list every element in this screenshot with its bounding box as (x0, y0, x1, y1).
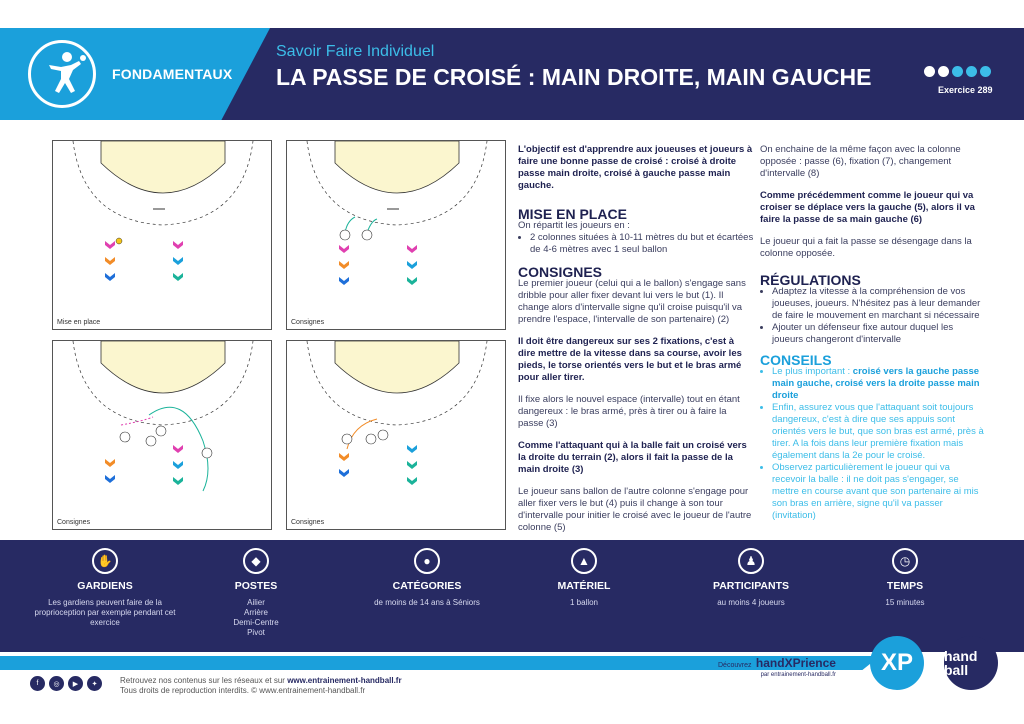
consigne-p4: Comme l'attaquant qui à la balle fait un croisé vers la droite du terrain (2), alors il fait la passe de la main droite (3) (518, 440, 747, 475)
text-column-2 (760, 144, 986, 522)
footer-title: TEMPS (886, 580, 924, 592)
consigne-p8: Le joueur qui a fait la passe se désengage dans la colonne opposée. (760, 236, 972, 259)
intro-text: L'objectif est d'apprendre aux joueuses et joueurs à faire une bonne passe de croisé : croisé à droite passe main droite, croisé à gauche passe main gauche. (518, 144, 753, 191)
mise-en-place-heading: MISE EN PLACE (518, 206, 627, 222)
footer-title: MATÉRIEL (557, 580, 611, 592)
participants-icon: ♟ (738, 548, 764, 574)
difficulty-dot-icon (952, 66, 963, 77)
footer-value: Les gardiens peuvent faire de la proprioception par exemple pendant cet exercice (34, 598, 176, 627)
consignes-heading: CONSIGNES (518, 264, 603, 280)
conseils-heading: CONSEILS (760, 352, 832, 368)
consigne-p5: Le joueur sans ballon de l'autre colonne s'engage pour aller fixer vers le but (4) puis il change à son tour d'intervalle pour initier le croisé avec le joueur de l'autre colonne (5) (518, 486, 752, 533)
footer-info-5 (830, 548, 980, 608)
difficulty-rating (924, 66, 991, 77)
page-subtitle: Savoir Faire Individuel (276, 43, 435, 60)
consigne-p7: Comme précédemment comme le joueur qui va croiser se déplace vers la gauche (5), alors il va faire la passe de sa main gauche (6) (760, 190, 975, 225)
handxprience-brand: Découvrez handXPrience par entrainement-handball.fr (718, 656, 836, 678)
timer-icon: ◷ (892, 548, 918, 574)
footer-text: Retrouvez nos contenus sur les réseaux et sur www.entrainement-handball.fr Tous droits de reproduction interdits. © www.entrainement-handball.fr (120, 676, 402, 695)
categories-icon: ● (414, 548, 440, 574)
footer-title: GARDIENS (77, 580, 133, 592)
footer-info-0 (30, 548, 180, 628)
handball-logo: hand ball (944, 636, 998, 690)
difficulty-dot-icon (980, 66, 991, 77)
player-logo-icon (28, 40, 96, 108)
equipment-icon: ▲ (571, 548, 597, 574)
column-left-icon (105, 238, 122, 281)
footer-info-2 (352, 548, 502, 608)
footer-info-3 (509, 548, 659, 608)
consigne-p2: Il doit être dangereux sur ses 2 fixations, c'est à dire mettre de la vitesse dans sa course, avoir les pieds, le torse orientés vers le but et le bras armé pour aller tirer. (518, 336, 742, 383)
instagram-icon[interactable]: ◎ (49, 676, 64, 691)
diagram-label: Consignes (291, 319, 325, 326)
page-title: LA PASSE DE CROISÉ : MAIN DROITE, MAIN GAUCHE (276, 64, 872, 90)
consigne-p3: Il fixe alors le nouvel espace (intervalle) tout en étant dangereux : le bras armé, près à tirer ou à faire la passe (3) (518, 394, 740, 429)
twitter-icon[interactable]: ✦ (87, 676, 102, 691)
list-item: • Adaptez la vitesse à la compréhension de vos joueuses, joueurs. N'hésitez pas à leur demander de faire le mouvement en marchant si nécessaire (772, 286, 986, 322)
difficulty-dot-icon (924, 66, 935, 77)
goalkeeper-icon: ✋ (92, 548, 118, 574)
list-item: • Le plus important : croisé vers la gauche passe main gauche, croisé vers la droite passe main droite (772, 366, 986, 402)
footer-title: POSTES (234, 580, 278, 592)
social-links (30, 676, 102, 691)
list-item: • Observez particulièrement le joueur qui va recevoir la balle : il ne doit pas s'engager, se mettre en course avant que son partenaire ai mis son bras en arrière, signe qu'il va passer (invitation) (772, 462, 986, 522)
diagram-consignes-2 (52, 340, 272, 530)
list-item: • 2 colonnes situées à 10-11 mètres du but et écartées de 4-6 mètres avec 1 seul ballon (530, 232, 754, 256)
footer-value: 1 ballon (569, 598, 599, 607)
footer-value: de moins de 14 ans à Séniors (374, 598, 480, 607)
youtube-icon[interactable]: ▶ (68, 676, 83, 691)
footer-title: PARTICIPANTS (712, 580, 790, 592)
text-column-1 (518, 144, 754, 534)
diagram-label: Consignes (57, 519, 91, 526)
difficulty-dot-icon (966, 66, 977, 77)
positions-icon: ◆ (243, 548, 269, 574)
xp-logo: XP (870, 636, 924, 690)
diagram-consignes-1 (286, 140, 506, 330)
mise-en-place-text: On répartit les joueurs en : (518, 220, 630, 231)
list-item: • Ajouter un défenseur fixe autour duquel les joueurs changeront d'intervalle (772, 322, 986, 346)
footer-title: CATÉGORIES (392, 580, 462, 592)
footer-value: 15 minutes (885, 598, 925, 607)
column-right-icon (173, 241, 183, 281)
list-item: • Enfin, assurez vous que l'attaquant soit toujours dangereux, c'est à dire que ses appuis sont orientés vers le but, que son bras est armé, près à tirer. A la fois dans leur première fixation mais également dans la 2e pour le croisé. (772, 402, 986, 462)
footer-value: au moins 4 joueurs (717, 598, 785, 607)
site-link[interactable]: www.entrainement-handball.fr (287, 676, 402, 685)
regulations-heading: RÉGULATIONS (760, 272, 861, 288)
diagram-label: Mise en place (57, 319, 101, 326)
difficulty-dot-icon (938, 66, 949, 77)
diagram-consignes-3 (286, 340, 506, 530)
category-badge: FONDAMENTAUX (112, 66, 233, 82)
diagram-label: Consignes (291, 519, 325, 526)
consigne-p6: On enchaine de la même façon avec la colonne opposée : passe (6), fixation (7), changement d'intervalle (8) (760, 144, 961, 179)
exercise-number: Exercice 289 (938, 85, 993, 95)
footer-value: Ailier Arrière Demi-Centre Pivot (233, 598, 279, 637)
footer-info-4 (676, 548, 826, 608)
facebook-icon[interactable]: f (30, 676, 45, 691)
diagram-mise-en-place (52, 140, 272, 330)
consigne-p1: Le premier joueur (celui qui a le ballon) s'engage sans dribble pour aller fixer devant lui vers le but (1). Il change alors d'intervalle signe qu'il croise puisqu'il va prendre l'espace, l'intervalle de son partenaire) (2) (518, 278, 746, 325)
footer-info-1 (181, 548, 331, 638)
